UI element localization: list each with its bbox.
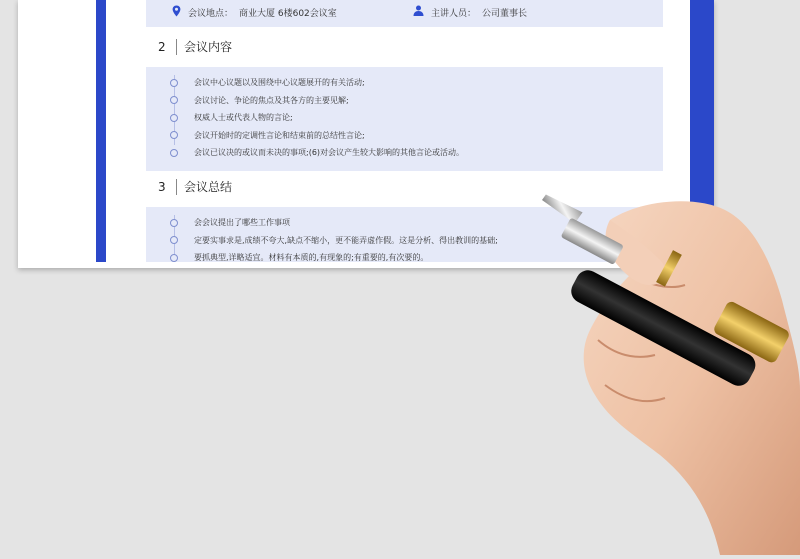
hand-holding-pen-illustration: [520, 190, 800, 555]
section-heading-content: [158, 38, 232, 55]
meeting-info-band: [146, 0, 663, 27]
location-info: [172, 5, 337, 20]
list-item: 会议已议决的或议而未决的事项;(6)对会议产生较大影响的其他言论或活动。: [146, 144, 663, 162]
bullet-circle-icon: [170, 96, 178, 104]
bullet-circle-icon: [170, 149, 178, 157]
location-pin-icon: [172, 5, 181, 20]
section-number: 2: [158, 39, 166, 54]
bullet-circle-icon: [170, 79, 178, 87]
bullet-circle-icon: [170, 254, 178, 262]
speaker-label: 主讲人员：: [431, 8, 477, 19]
content-list-band: [146, 67, 663, 171]
content-list: [146, 67, 663, 162]
list-item: 要抓典型,详略适宜。材料有本质的,有现象的;有重要的,有次要的。: [146, 249, 663, 262]
person-icon: [413, 5, 424, 19]
list-item: 权威人士或代表人物的言论;: [146, 109, 663, 127]
bullet-circle-icon: [170, 114, 178, 122]
section-title: 会议总结: [184, 180, 233, 194]
hand-pen-icon: [520, 190, 800, 555]
speaker-info: [413, 5, 527, 19]
section-title: 会议内容: [184, 40, 233, 54]
section-divider: [176, 39, 177, 55]
list-item: 会议中心议题以及围绕中心议题展开的有关活动;: [146, 74, 663, 92]
list-item: 会议讨论、争论的焦点及其各方的主要见解;: [146, 92, 663, 110]
list-item: 会议开始时的定调性言论和结束前的总结性言论;: [146, 127, 663, 145]
bullet-circle-icon: [170, 131, 178, 139]
bullet-circle-icon: [170, 236, 178, 244]
section-number: 3: [158, 179, 166, 194]
section-divider: [176, 179, 177, 195]
list-item: 会会议提出了哪些工作事项: [146, 214, 663, 232]
speaker-value: 公司董事长: [482, 8, 528, 19]
bullet-circle-icon: [170, 219, 178, 227]
location-value: 商业大厦 6楼602会议室: [239, 9, 337, 19]
location-label: 会议地点：: [188, 9, 234, 19]
section-heading-summary: [158, 178, 232, 195]
list-item: 定要实事求是,成绩不夸大,缺点不缩小，更不能弄虚作假。这是分析、得出教训的基础;: [146, 232, 663, 250]
